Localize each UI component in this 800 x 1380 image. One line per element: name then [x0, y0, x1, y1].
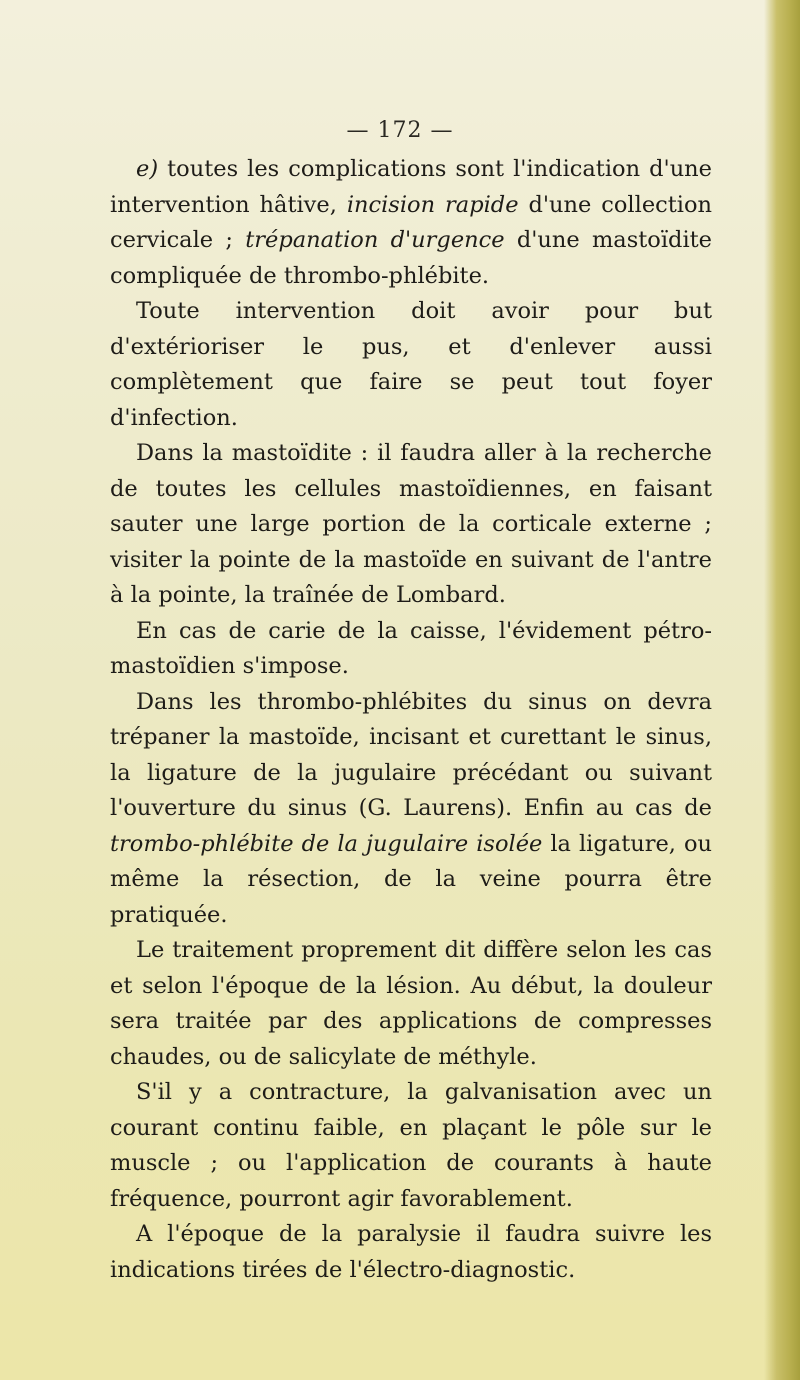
paragraph-text: Dans les thrombo-phlébites du sinus on devra trépaner la mastoïde, incisant et curettant le sinus, la ligature de la jugulaire précédant ou suivant l'ouverture du sinus (G. Laurens). Enfin au cas de [110, 688, 712, 821]
paragraph-6: Le traitement proprement dit diffère selon les cas et selon l'époque de la lésion. Au début, la douleur sera traitée par des applications de compresses chaudes, ou de salicylate de méthyle. [110, 937, 712, 1070]
paragraph-text: d'une collection cervicale ; [110, 191, 713, 253]
paragraph-5 [110, 685, 712, 934]
paragraph-8: A l'époque de la paralysie il faudra suivre les indications tirées de l'électro-diagnostic. [110, 1221, 712, 1283]
paragraph-4: En cas de carie de la caisse, l'évidement pétro-mastoïdien s'impose. [110, 617, 712, 679]
emphasis-text: trépanation d'urgence [245, 227, 505, 253]
emphasis-text: trombo-phlébite de la jugulaire isolée [110, 830, 543, 857]
emphasis-text: incision rapide [346, 191, 519, 218]
paragraph-2: Toute intervention doit avoir pour but d'extérioriser le pus, et d'enlever aussi complètement que faire se peut tout foyer d'infection. [110, 298, 712, 431]
paragraph-text: toutes les complications sont l'indication d'une intervention hâtive, [110, 156, 712, 218]
paragraph-7: S'il y a contracture, la galvanisation avec un courant continu faible, en plaçant le pôle sur le muscle ; ou l'application de courants à haute fréquence, pourront agir favorablement. [110, 1079, 712, 1212]
paragraph-text: la ligature, ou même la résection, de la veine pourra être pratiquée. [110, 830, 712, 928]
page-edge [764, 0, 800, 1380]
paragraph-3: Dans la mastoïdite : il faudra aller à la recherche de toutes les cellules mastoïdiennes, en faisant sauter une large portion de la corticale externe ; visiter la pointe de la mastoïde en suivant de l'antre à la pointe, la traînée de Lombard. [110, 440, 712, 608]
paragraph-1 [110, 152, 712, 294]
page-number: — 172 — [346, 118, 454, 143]
list-label: e) [136, 156, 159, 182]
paragraph-text: d'une mastoïdite compliquée de thrombo-phlébite. [110, 227, 713, 289]
body-text [110, 152, 712, 1288]
